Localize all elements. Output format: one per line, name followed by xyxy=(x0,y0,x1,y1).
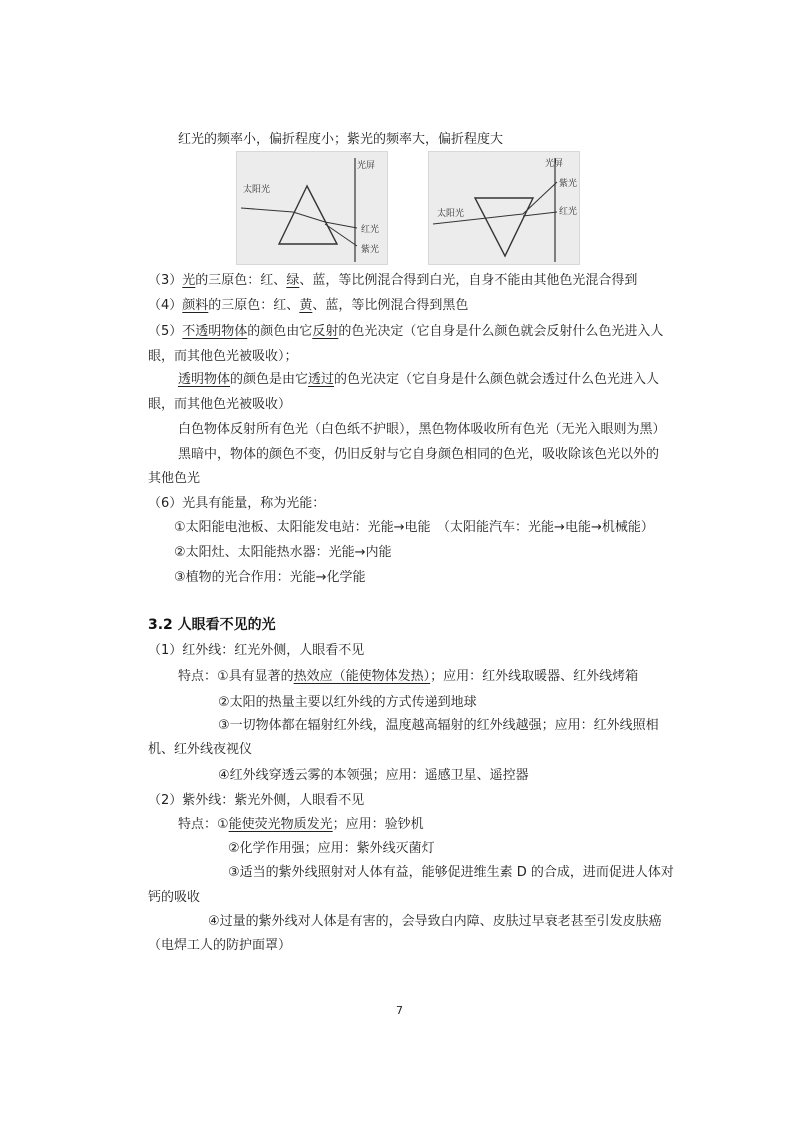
red-ray xyxy=(523,212,557,216)
fig2-red-label: 红光 xyxy=(559,207,578,217)
prism-triangle xyxy=(279,186,337,244)
transparent-line: 透明物体的颜色是由它透过的色光决定（它自身是什么颜色就会透过什么色光进入人 xyxy=(178,372,660,387)
white-black-line: 白色物体反射所有色光（白色纸不护眼），黑色物体吸收所有色光（无光入眼则为黑） xyxy=(178,422,666,437)
ir-point-2: ②太阳的热量主要以红外线的方式传递到地球 xyxy=(218,695,477,710)
dark-line: 黑暗中，物体的颜色不变，仍旧反射与它自身颜色相同的色光，吸收除该色光以外的 xyxy=(178,447,660,462)
fig1-screen-label: 光屏 xyxy=(357,161,376,171)
uv-point-1: 特点：①能使荧光物质发光；应用：验钞机 xyxy=(178,817,424,832)
prism-figure-upright xyxy=(236,151,388,265)
fig1-red-label: 红光 xyxy=(361,225,380,235)
item-6-a: ①太阳能电池板、太阳能发电站：光能→电能 （太阳能汽车：光能→电能→机械能） xyxy=(174,520,654,535)
item-6-c: ③植物的光合作用：光能→化学能 xyxy=(174,570,366,585)
prism-triangle xyxy=(475,198,533,256)
item-6-title: （6）光具有能量，称为光能： xyxy=(148,496,326,511)
ir-title: （1）红外线：红光外侧，人眼看不见 xyxy=(148,643,365,658)
page-number: 7 xyxy=(396,1004,403,1017)
section-heading: 3.2 人眼看不见的光 xyxy=(148,617,276,633)
ir-point-1: 特点：①具有显著的热效应（能使物体发热）；应用：红外线取暖器、红外线烤箱 xyxy=(178,669,639,684)
inside-ray xyxy=(293,212,325,222)
item-5-cont: 眼，而其他色光被吸收）； xyxy=(148,349,298,364)
uv-title: （2）紫外线：紫光外侧，人眼看不见 xyxy=(148,793,365,808)
transparent-cont: 眼，而其他色光被吸收） xyxy=(148,397,292,412)
uv-point-4: ④过量的紫外线对人体是有害的，会导致白内障、皮肤过早衰老甚至引发皮肤癌 xyxy=(208,914,662,929)
item-3-line: （3）光的三原色：红、绿、蓝，等比例混合得到白光，自身不能由其他色光混合得到 xyxy=(148,273,638,288)
item-6-b: ②太阳灶、太阳能热水器：光能→内能 xyxy=(174,545,392,560)
uv-point-2: ②化学作用强；应用：紫外线灭菌灯 xyxy=(228,841,435,856)
prism-figure-inverted xyxy=(428,151,580,265)
intro-line: 红光的频率小，偏折程度小；紫光的频率大，偏折程度大 xyxy=(178,132,504,147)
fig1-violet-label: 紫光 xyxy=(361,245,380,255)
fig2-screen-label: 光屏 xyxy=(545,159,564,169)
ir-point-3-cont: 机、红外线夜视仪 xyxy=(148,742,253,757)
dark-cont: 其他色光 xyxy=(148,471,201,486)
uv-point-4-cont: （电焊工人的防护面罩） xyxy=(148,938,292,953)
item-5-line: （5）不透明物体的颜色由它反射的色光决定（它自身是什么颜色就会反射什么色光进入人 xyxy=(148,324,664,339)
item-4-line: （4）颜料的三原色：红、黄、蓝，等比例混合得到黑色 xyxy=(148,298,469,313)
inside-ray xyxy=(487,214,523,218)
fig1-light-label: 太阳光 xyxy=(243,185,271,195)
uv-point-3-cont: 钙的吸收 xyxy=(148,890,201,905)
uv-point-3: ③适当的紫外线照射对人体有益，能够促进维生素 D 的合成，进而促进人体对 xyxy=(228,865,674,880)
incoming-ray xyxy=(241,208,293,212)
ir-point-4: ④红外线穿透云雾的本领强；应用：遥感卫星、遥控器 xyxy=(218,768,529,783)
fig2-light-label: 太阳光 xyxy=(437,209,465,219)
fig2-violet-label: 紫光 xyxy=(559,179,578,189)
ir-point-3: ③一切物体都在辐射红外线，温度越高辐射的红外线越强；应用：红外线照相 xyxy=(218,718,659,733)
